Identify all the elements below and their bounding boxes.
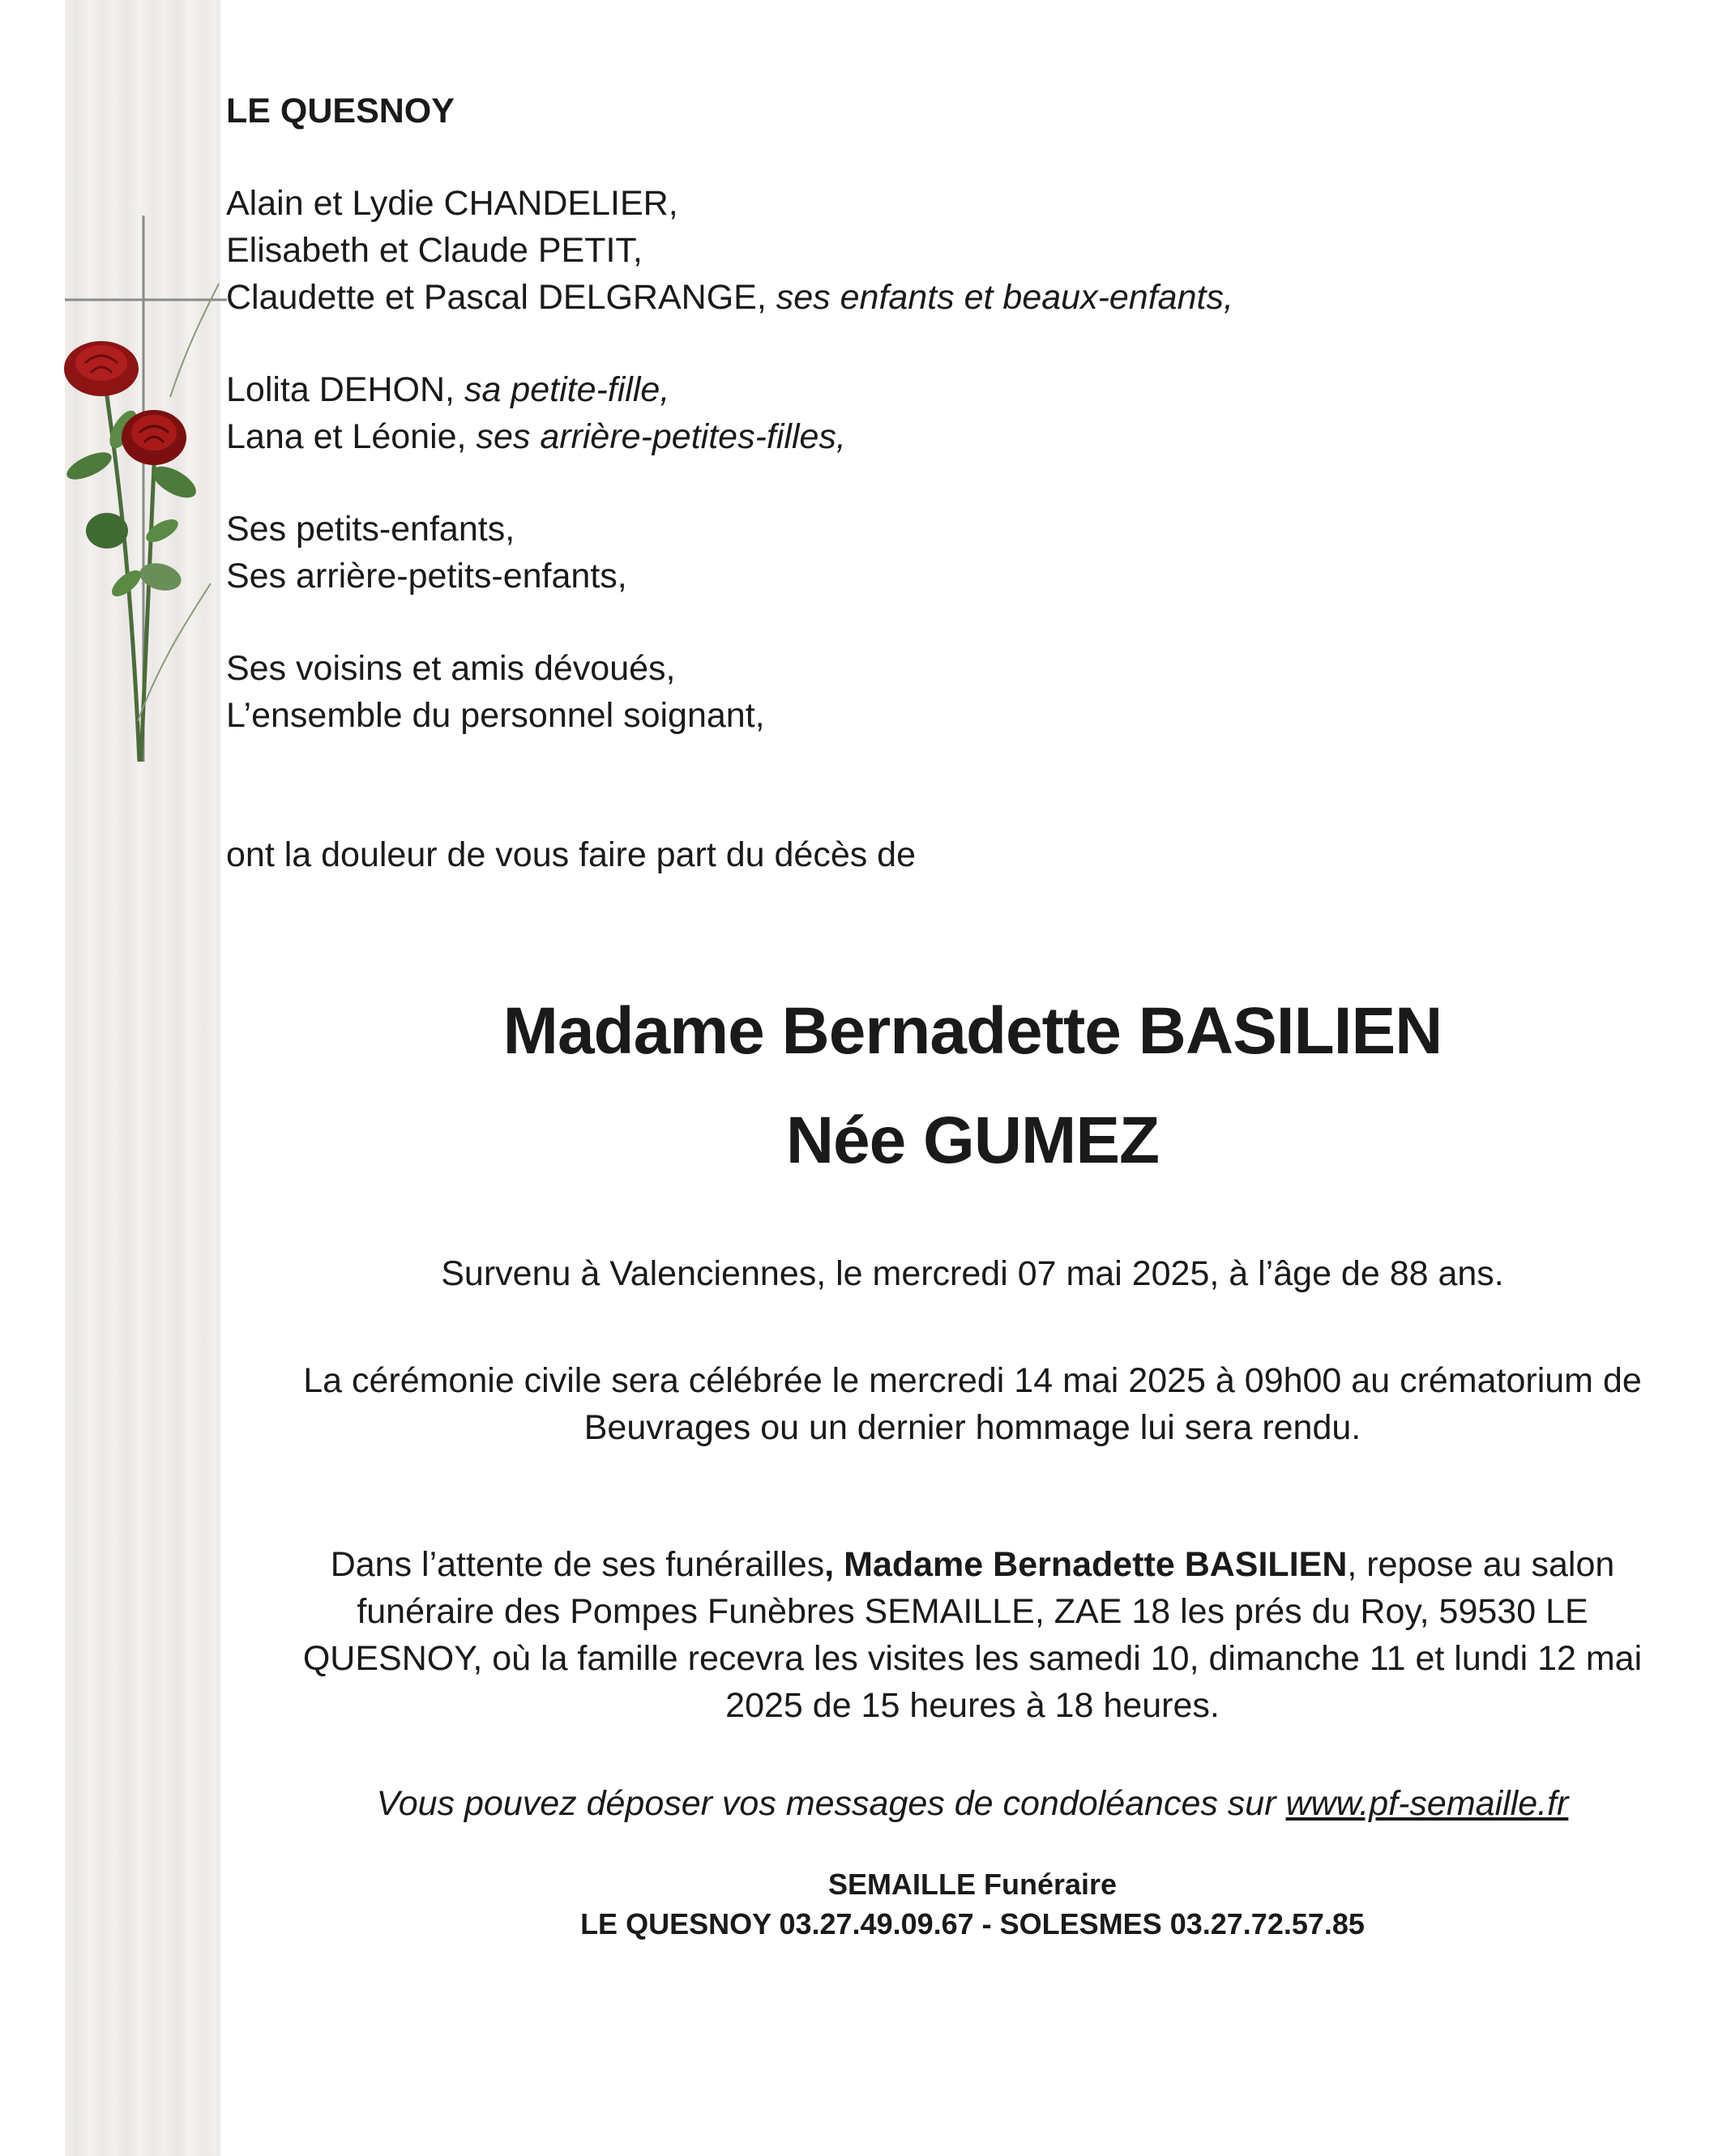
ceremony-line-1: La cérémonie civile sera célébrée le mercredi 14 mai 2025 à 09h00 au crématorium de [303,1361,1642,1400]
family-line: Ses arrière-petits-enfants, [226,557,627,596]
family-line: Elisabeth et Claude PETIT, [226,231,643,270]
rose-flower-top [64,341,139,396]
relation-text: ses arrière-petites-filles, [476,417,846,456]
leaf [143,514,182,546]
family-line: Claudette et Pascal DELGRANGE, ses enfants et beaux-enfants, [226,278,1233,317]
deceased-name: Madame Bernadette BASILIEN [502,994,1442,1068]
condolences-website-link[interactable]: www.pf-semaille.fr [1285,1784,1569,1823]
leaf [63,446,116,485]
family-line: L’ensemble du personnel soignant, [226,696,765,735]
footer-phones: LE QUESNOY 03.27.49.09.67 - SOLESMES 03.27.72.57.85 [580,1907,1365,1940]
family-line: Ses voisins et amis dévoués, [226,649,676,688]
condolences-line: Vous pouvez déposer vos messages de condoléances sur www.pf-semaille.fr [376,1784,1569,1823]
ceremony-line-2: Beuvrages ou un dernier hommage lui sera rendu. [583,1408,1361,1447]
town-heading: LE QUESNOY [226,92,455,130]
rose-cross-decoration [49,203,243,770]
relation-text: sa petite-fille, [464,370,670,409]
family-line: Ses petits-enfants, [226,510,515,549]
family-line: Lana et Léonie, ses arrière-petites-filles, [226,417,846,456]
family-line: Lolita DEHON, sa petite-fille, [226,370,670,409]
visitation-paragraph: Dans l’attente de ses funérailles, Madame Bernadette BASILIEN, repose au salon funéraire des Pompes Funèbres SEMAILLE, ZAE 18 les prés du Roy, 59530 LE QUESNOY, où la famille recevra les visites les samedi 10, dimanche 11 et lundi 12 mai 2025 de 15 heures à 18 heures. [302,1545,1643,1725]
leaf [86,513,128,549]
relation-text: ses enfants et beaux-enfants, [776,278,1233,317]
announcement-text: ont la douleur de vous faire part du décès de [226,835,917,874]
deceased-maiden-name: Née GUMEZ [785,1104,1160,1177]
death-info: Survenu à Valenciennes, le mercredi 07 mai 2025, à l’âge de 88 ans. [441,1254,1504,1293]
rose-flower-bottom [122,410,186,465]
visitation-deceased-name: , Madame Bernadette BASILIEN [824,1545,1348,1584]
family-line: Alain et Lydie CHANDELIER, [226,184,678,223]
footer-company: SEMAILLE Funéraire [827,1868,1118,1901]
